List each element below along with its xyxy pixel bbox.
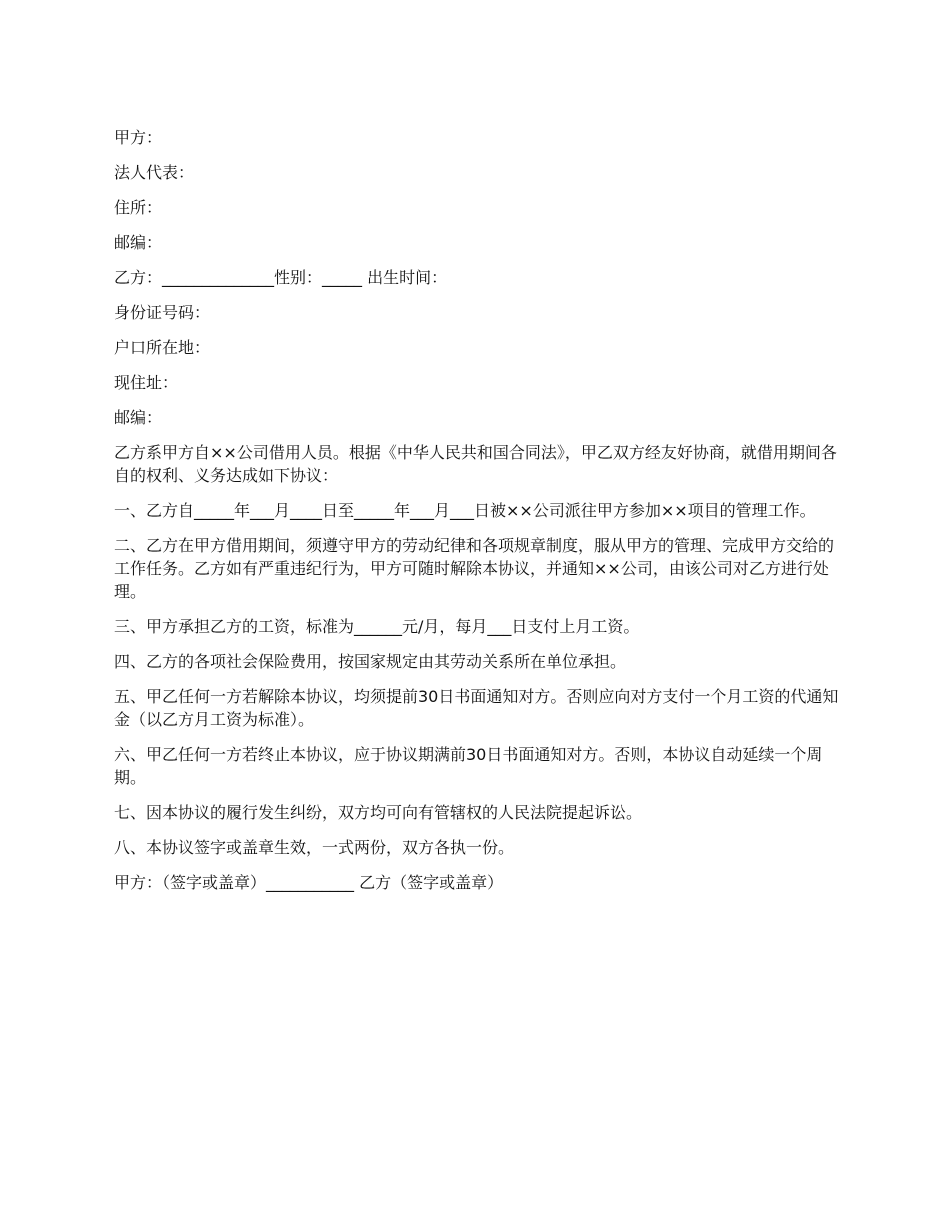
signature-line: 甲方：（签字或盖章）___________ 乙方（签字或盖章） [114, 873, 504, 892]
party-b-id-number: 身份证号码： [114, 303, 211, 322]
party-b-postcode: 邮编： [114, 408, 163, 427]
party-b-current-address: 现住址： [114, 373, 179, 392]
clause-5: 五、甲乙任何一方若解除本协议，均须提前30日书面通知对方。否则应向对方支付一个月工资的代通知金（以乙方月工资为标准）。 [114, 687, 839, 729]
clause-2: 二、乙方在甲方借用期间，须遵守甲方的劳动纪律和各项规章制度，服从甲方的管理、完成甲方交给的工作任务。乙方如有严重违纪行为，甲方可随时解除本协议，并通知××公司，由该公司对乙方进行处理。 [114, 536, 835, 601]
clause-1: 一、乙方自_____年___月____日至_____年___月___日被××公司派往甲方参加××项目的管理工作。 [114, 501, 816, 520]
clause-3: 三、甲方承担乙方的工资，标准为______元/月，每月___日支付上月工资。 [114, 617, 640, 636]
party-a-postcode: 邮编： [114, 233, 163, 252]
party-b-household: 户口所在地： [114, 338, 211, 357]
party-b-line: 乙方：______________性别：_____ 出生时间： [114, 268, 448, 287]
clause-7: 七、因本协议的履行发生纠纷，双方均可向有管辖权的人民法院提起诉讼。 [114, 803, 643, 822]
party-a-name: 甲方： [114, 128, 163, 147]
contract-document [114, 126, 842, 906]
clause-8: 八、本协议签字或盖章生效，一式两份，双方各执一份。 [114, 838, 515, 857]
clause-4: 四、乙方的各项社会保险费用，按国家规定由其劳动关系所在单位承担。 [114, 652, 627, 671]
preamble-paragraph: 乙方系甲方自××公司借用人员。根据《中华人民共和国合同法》，甲乙双方经友好协商，就借用期间各自的权利、义务达成如下协议： [114, 443, 837, 485]
party-a-address: 住所： [114, 198, 163, 217]
clause-6: 六、甲乙任何一方若终止本协议，应于协议期满前30日书面通知对方。否则，本协议自动延续一个周期。 [114, 745, 823, 787]
party-a-legal-rep: 法人代表： [114, 163, 195, 182]
